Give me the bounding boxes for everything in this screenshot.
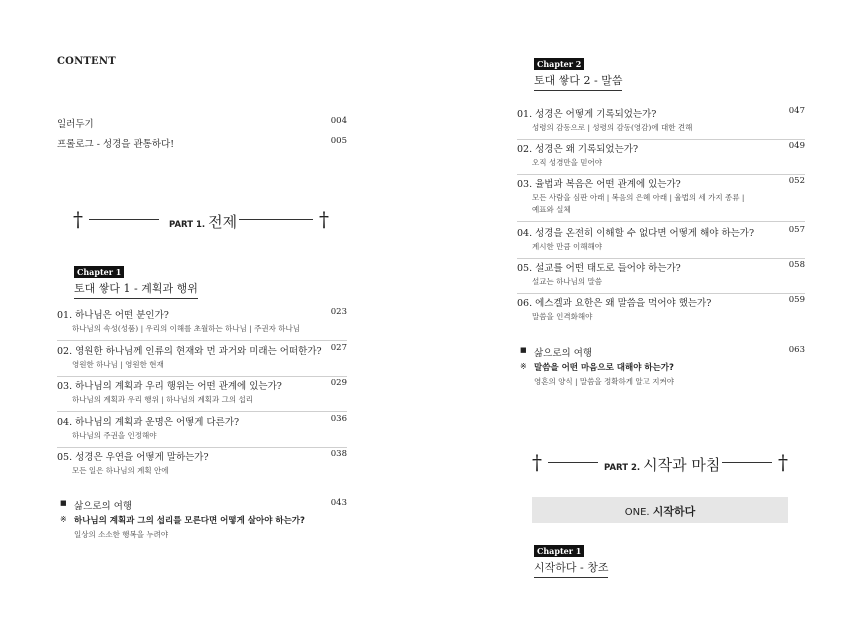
toc-subtitle: 하나님의 주권을 인정해야 — [72, 431, 157, 440]
toc-item[interactable] — [57, 378, 347, 412]
toc-page: 029 — [330, 378, 347, 388]
toc-subtitle: 하나님의 계획과 우리 행위 | 하나님의 계획과 그의 섭리 — [72, 395, 253, 404]
divider — [517, 221, 805, 222]
toc-page: 036 — [330, 414, 347, 424]
toc-question: 05. 설교를 어떤 태도로 들어야 하는가? — [517, 263, 681, 274]
toc-subtitle: 예표와 실체 — [532, 205, 571, 214]
toc-subtitle: 계시한 만큼 이해해야 — [532, 242, 602, 251]
divider — [517, 139, 805, 140]
chapter-title: 토대 쌓다 2 - 말씀 — [534, 72, 622, 91]
toc-page: 052 — [788, 176, 805, 186]
toc-question: 01. 하나님은 어떤 분인가? — [57, 310, 169, 321]
toc-question: 03. 율법과 복음은 어떤 관계에 있는가? — [517, 179, 681, 190]
toc-front-row[interactable] — [57, 136, 347, 150]
toc-page: 049 — [788, 141, 805, 151]
life-journey-section[interactable] — [60, 498, 347, 546]
life-journey-subtitle: 영혼의 양식 | 말씀을 정확하게 알고 지켜야 — [534, 377, 674, 386]
chapter-badge: Chapter 2 — [534, 58, 584, 70]
cross-icon: † — [532, 450, 542, 474]
toc-question: 04. 하나님의 계획과 운명은 어떻게 다른가? — [57, 417, 240, 428]
divider — [517, 293, 805, 294]
life-journey-page: 063 — [788, 345, 805, 355]
part-divider-line — [89, 219, 159, 220]
toc-page: 027 — [330, 343, 347, 353]
part-number: PART 2. — [604, 463, 641, 473]
life-journey-subtitle: 일상의 소소한 행복을 누려야 — [74, 530, 169, 539]
toc-item[interactable] — [517, 225, 805, 259]
cross-icon: † — [73, 207, 83, 231]
toc-item[interactable] — [57, 449, 347, 483]
toc-page: 047 — [788, 106, 805, 116]
toc-item[interactable] — [517, 295, 805, 325]
part-divider-line — [548, 462, 598, 463]
square-bullet-icon: ■ — [60, 499, 67, 507]
toc-page: 058 — [788, 260, 805, 270]
divider — [57, 411, 347, 412]
part-title: 전제 — [208, 213, 238, 231]
toc-front-title: 일러두기 — [57, 119, 94, 130]
toc-question: 02. 성경은 왜 기록되었는가? — [517, 144, 639, 155]
part-1-heading — [73, 208, 333, 232]
toc-subtitle: 오직 성경만을 믿어야 — [532, 158, 602, 167]
toc-question: 02. 영원한 하나님께 인류의 현재와 먼 과거와 미래는 어떠한가? — [57, 346, 322, 357]
divider — [57, 340, 347, 341]
life-journey-page: 043 — [330, 498, 347, 508]
toc-subtitle: 말씀을 인격화해야 — [532, 312, 593, 321]
life-journey-question: 하나님의 계획과 그의 섭리를 모른다면 어떻게 살아야 하는가? — [74, 516, 305, 526]
divider — [517, 174, 805, 175]
section-one-label — [532, 503, 788, 519]
reference-mark-icon: ※ — [60, 515, 67, 524]
cross-icon: † — [778, 450, 788, 474]
toc-subtitle: 설교는 하나님의 말씀 — [532, 277, 602, 286]
chapter-title: 시작하다 - 창조 — [534, 559, 608, 578]
section-one-title: 시작하다 — [652, 505, 696, 518]
part-label — [169, 211, 237, 232]
part-number: PART 1. — [169, 220, 206, 230]
toc-front-page: 005 — [330, 136, 347, 146]
chapter-badge: Chapter 1 — [74, 266, 124, 278]
toc-subtitle: 모든 사람을 심판 아래 | 복음의 은혜 아래 | 율법의 세 가지 종류 | — [532, 193, 745, 202]
reference-mark-icon: ※ — [520, 362, 527, 371]
toc-item[interactable] — [517, 141, 805, 175]
life-journey-section[interactable] — [520, 345, 805, 393]
toc-front-title: 프롤로그 - 성경을 관통하다! — [57, 139, 175, 150]
toc-subtitle: 모든 일은 하나님의 계획 안에 — [72, 466, 169, 475]
divider — [517, 258, 805, 259]
toc-subtitle: 하나님의 속성(성품) | 우리의 이해를 초월하는 하나님 | 주권자 하나님 — [72, 324, 300, 333]
section-one-number: ONE. — [624, 507, 650, 518]
toc-item[interactable] — [57, 307, 347, 341]
toc-front-page: 004 — [330, 116, 347, 126]
content-heading: CONTENT — [57, 56, 116, 67]
toc-subtitle: 영원한 하나님 | 영원한 현재 — [72, 360, 164, 369]
toc-item[interactable] — [517, 176, 805, 222]
toc-item[interactable] — [57, 414, 347, 448]
chapter-badge: Chapter 1 — [534, 545, 584, 557]
part-label — [604, 454, 720, 475]
part-divider-line — [239, 219, 313, 220]
toc-item[interactable] — [57, 343, 347, 377]
toc-question: 03. 하나님의 계획과 우리 행위는 어떤 관계에 있는가? — [57, 381, 282, 392]
divider — [57, 376, 347, 377]
part-divider-line — [722, 462, 772, 463]
toc-item[interactable] — [517, 106, 805, 140]
toc-page: 023 — [330, 307, 347, 317]
toc-question: 01. 성경은 어떻게 기록되었는가? — [517, 109, 657, 120]
cross-icon: † — [319, 207, 329, 231]
life-journey-question: 말씀을 어떤 마음으로 대해야 하는가? — [534, 363, 674, 373]
life-journey-title: 삶으로의 여행 — [74, 501, 133, 512]
toc-subtitle: 성령의 감동으로 | 성령의 감동(영감)에 대한 견해 — [532, 123, 693, 132]
life-journey-title: 삶으로의 여행 — [534, 348, 593, 359]
part-2-heading — [532, 451, 792, 475]
square-bullet-icon: ■ — [520, 346, 527, 354]
toc-item[interactable] — [517, 260, 805, 294]
toc-question: 04. 성경을 온전히 이해할 수 없다면 어떻게 해야 하는가? — [517, 228, 755, 239]
toc-front-row[interactable] — [57, 116, 347, 130]
chapter-title: 토대 쌓다 1 - 계획과 행위 — [74, 280, 198, 299]
divider — [57, 447, 347, 448]
toc-page: 059 — [788, 295, 805, 305]
section-one-box — [532, 497, 788, 523]
toc-question: 05. 성경은 우연을 어떻게 말하는가? — [57, 452, 209, 463]
toc-question: 06. 에스겔과 요한은 왜 말씀을 먹어야 했는가? — [517, 298, 712, 309]
toc-page: 057 — [788, 225, 805, 235]
part-title: 시작과 마침 — [643, 456, 721, 474]
toc-page: 038 — [330, 449, 347, 459]
